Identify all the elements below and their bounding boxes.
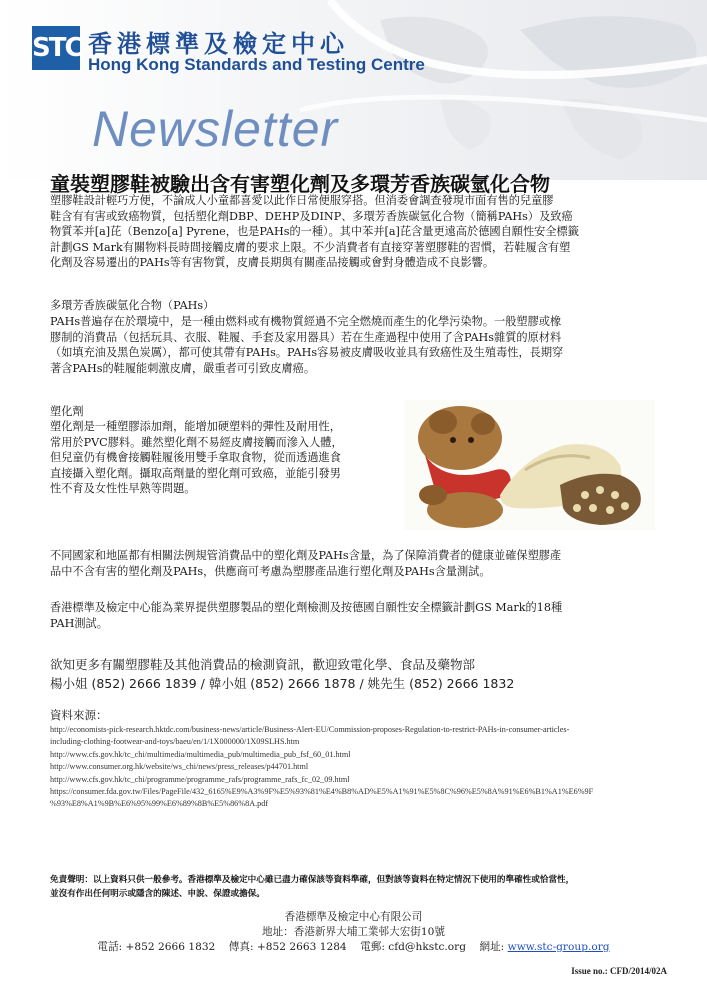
pah-line: 膠制的消費品（包括玩具、衣服、鞋履、手套及家用器具）若在生產過程中使用了含PAHs雜質的原材料 xyxy=(50,330,562,344)
intro-paragraph xyxy=(50,193,579,271)
intro-line: 化劑及容易遷出的PAHs等有害物質，皮膚長期與有關產品接觸或會對身體造成不良影響。 xyxy=(50,256,495,270)
reference-link[interactable]: including-clothing-footwear-and-toys/baeu/en/1/1X000000/1X09SLHS.htm xyxy=(50,737,300,747)
pah-paragraph xyxy=(50,314,563,376)
pah-heading: 多環芳香族碳氫化合物（PAHs） xyxy=(50,299,215,312)
intro-line: 塑膠鞋設計輕巧方便，不論成人小童都喜愛以此作日常便服穿搭。但消委會調查發現市面有售的兒童膠 xyxy=(50,194,554,207)
newsletter-banner: Newsletter xyxy=(92,101,339,157)
service-line: 香港標準及檢定中心能為業界提供塑膠製品的塑化劑檢測及按德國自願性安全標籤計劃GS Mark的18種 xyxy=(50,601,563,614)
pah-line: PAHs普遍存在於環境中，是一種由燃料或有機物質經過不完全燃燒而產生的化學污染物。一般塑膠或橡 xyxy=(50,315,562,328)
service-paragraph xyxy=(50,600,562,631)
plasticizer-line: 但兒童仍有機會接觸鞋履後用雙手拿取食物，從而透過進食 xyxy=(50,451,341,465)
contact-line: 楊小姐 (852) 2666 1839 / 韓小姐 (852) 2666 1878 / 姚先生 (852) 2666 1832 xyxy=(50,676,515,691)
disclaimer-line: 並沒有作出任何明示或隱含的陳述、申說、保證或擔保。 xyxy=(50,889,265,899)
regulation-line: 不同國家和地區都有相關法例規管消費品中的塑化劑及PAHs含量，為了保障消費者的健康並確保塑膠產 xyxy=(50,549,562,562)
stc-logo xyxy=(32,26,80,70)
reference-link[interactable]: http://www.consumer.org.hk/website/ws_chi/news/press_releases/p44701.html xyxy=(50,762,309,772)
contact-line: 欲知更多有關塑膠鞋及其他消費品的檢測資訊，歡迎致電化學、食品及藥物部 xyxy=(50,657,476,672)
disclaimer xyxy=(50,873,665,901)
article-title: 童裝塑膠鞋被驗出含有害塑化劑及多環芳香族碳氫化合物 xyxy=(50,172,550,196)
logo-text: STC xyxy=(32,33,82,63)
reference-link[interactable]: http://www.cfs.gov.hk/tc_chi/multimedia/multimedia_pub/multimedia_pub_fsf_60_01.html xyxy=(50,749,351,759)
footer xyxy=(0,910,707,955)
pah-line: 著含PAHs的鞋履能刺激皮膚，嚴重者可引致皮膚癌。 xyxy=(50,361,316,375)
reference-link[interactable]: https://consumer.fda.gov.tw/Files/PageFile/432_6165%E9%A3%9F%E5%93%81%E4%B8%AD%E5%A1%91%E5%8C%96%E5%8A%91%E6%B1%A1%E6%9F xyxy=(50,787,594,797)
contact-info xyxy=(50,655,514,693)
footer-contacts xyxy=(0,940,707,955)
service-line: PAH測試。 xyxy=(50,616,108,630)
baby-shoes-photo xyxy=(405,400,655,530)
footer-website-label: 網址: xyxy=(479,941,505,953)
plasticizer-line: 常用於PVC膠料。雖然塑化劑不易經皮膚接觸而滲入人體， xyxy=(50,435,343,449)
footer-website-link[interactable]: www.stc-group.org xyxy=(507,941,610,953)
references-list xyxy=(50,724,660,811)
plasticizer-line: 直接攝入塑化劑。攝取高劑量的塑化劑可致癌，並能引發男 xyxy=(50,466,341,480)
reference-link[interactable]: %93%E8%A1%9B%E6%95%99%E6%89%8B%E5%86%8A.pdf xyxy=(50,799,269,809)
footer-company: 香港標準及檢定中心有限公司 xyxy=(284,911,423,923)
regulation-paragraph xyxy=(50,548,561,579)
plasticizer-heading: 塑化劑 xyxy=(50,405,84,418)
footer-phone: 電話: +852 2666 1832 xyxy=(97,941,216,953)
intro-line: 鞋含有有害或致癌物質，包括塑化劑DBP、DEHP及DINP、多環芳香族碳氫化合物（簡稱PAHs）及致癌 xyxy=(50,209,573,223)
plasticizer-line: 性不育及女性性早熟等問題。 xyxy=(50,482,196,496)
issue-number: Issue no.: CFD/2014/02A xyxy=(571,966,667,976)
intro-line: 物質苯并[a]芘（Benzo[a] Pyrene，也是PAHs的一種）。其中苯并[a]芘含量更遠高於德國自願性安全標籤 xyxy=(50,225,579,239)
reference-link[interactable]: http://economists-pick-research.hktdc.com/business-news/article/Business-Alert-EU/Commission-proposes-Regulation-to-restrict-PAHs-in-consumer-articles- xyxy=(50,725,570,734)
plasticizer-paragraph xyxy=(50,419,400,497)
references-heading: 資料來源： xyxy=(50,708,108,722)
pah-line: （如填充油及黑色炭厲），都可使其帶有PAHs。PAHs容易被皮膚吸收並具有致癌性及生殖毒性，長期穿 xyxy=(50,346,564,360)
regulation-line: 品中不含有害的塑化劑及PAHs，供應商可考慮為塑膠產品進行塑化劑及PAHs含量測試。 xyxy=(50,564,491,578)
intro-line: 計劃GS Mark有關物料長時間接觸皮膚的要求上限。不少消費者有直接穿著塑膠鞋的習慣，若鞋履含有塑 xyxy=(50,240,571,254)
footer-email[interactable]: 電郵: cfd@hkstc.org xyxy=(360,941,466,953)
reference-link[interactable]: http://www.cfs.gov.hk/tc_chi/programme/programme_rafs/programme_rafs_fc_02_09.html xyxy=(50,774,350,784)
footer-address: 地址：香港新界大埔工業邨大宏街10號 xyxy=(262,926,445,938)
org-name-zh: 香港標準及檢定中心 xyxy=(88,30,349,58)
plasticizer-line: 塑化劑是一種塑膠添加劑，能增加硬塑料的彈性及耐用性， xyxy=(50,420,341,433)
org-name-en: Hong Kong Standards and Testing Centre xyxy=(88,55,425,74)
disclaimer-line: 免責聲明：以上資料只供一般參考。香港標準及檢定中心雖已盡力確保該等資料準確，但對該等資料在特定情況下使用的準確性或恰當性， xyxy=(50,875,575,885)
footer-fax: 傳真: +852 2663 1284 xyxy=(228,941,347,953)
